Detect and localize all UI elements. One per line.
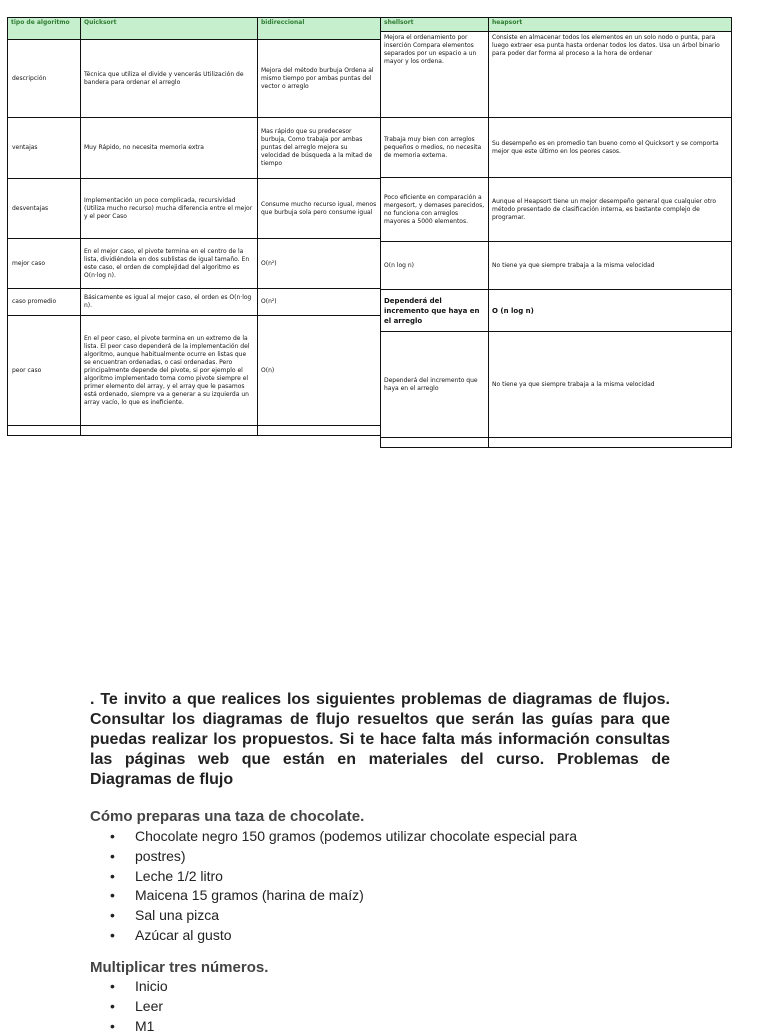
cell-quicksort-mejor-caso: En el mejor caso, el pivote termina en el centro de la lista, dividiéndola en dos sublistas de igual tamaño. En este caso, el orden de complejidad del algoritmo es O(n·log n). (81, 239, 258, 289)
cell-heapsort-desventajas: Aunque el Heapsort tiene un mejor desempeño general que cualquier otro método presentado de clasificación interna, es bastante complejo de programar. (489, 178, 732, 242)
header-tipo-algoritmo: tipo de algoritmo (8, 18, 81, 40)
cell-quicksort-descripcion: Técnica que utiliza el divide y vencerás Utilización de bandera para ordenar el arreglo (81, 40, 258, 118)
list-item: • postres) (110, 847, 577, 867)
header-quicksort: Quicksort (81, 18, 258, 40)
empty-cell (381, 438, 489, 448)
cell-shellsort-ventajas: Trabaja muy bien con arreglos pequeños o medios, no necesita de memoria externa. (381, 118, 489, 178)
list-item: • M1 (110, 1017, 168, 1036)
list-item: • Azúcar al gusto (110, 926, 577, 946)
cell-shellsort-peor-caso: Dependerá del incremento que haya en el arreglo (381, 332, 489, 438)
empty-cell (8, 426, 81, 436)
section-heading-chocolate: Cómo preparas una taza de chocolate. (90, 808, 365, 825)
algorithms-table-left (7, 17, 381, 436)
list-item: • Chocolate negro 150 gramos (podemos utilizar chocolate especial para (110, 827, 577, 847)
cell-heapsort-peor-caso: No tiene ya que siempre trabaja a la misma velocidad (489, 332, 732, 438)
header-shellsort: shellsort (381, 18, 489, 32)
cell-heapsort-ventajas: Su desempeño es en promedio tan bueno como el Quicksort y se comporta mejor que este último en los peores casos. (489, 118, 732, 178)
row-label-caso-promedio: caso promedio (8, 289, 81, 316)
cell-quicksort-caso-promedio: Básicamente es igual al mejor caso, el orden es O(n·log n). (81, 289, 258, 316)
algorithms-table-right (380, 17, 732, 448)
row-label-peor-caso: peor caso (8, 316, 81, 426)
cell-bidireccional-peor-caso: O(n) (258, 316, 381, 426)
row-label-ventajas: ventajas (8, 118, 81, 179)
cell-shellsort-desventajas: Poco eficiente en comparación a mergesort, y demases parecidos, no funciona con arreglos mayores a 5000 elementos. (381, 178, 489, 242)
empty-cell (81, 426, 258, 436)
cell-bidireccional-descripcion: Mejora del método burbuja Ordena al mismo tiempo por ambas puntas del vector o arreglo (258, 40, 381, 118)
list-item: • Leche 1/2 litro (110, 867, 577, 887)
cell-quicksort-peor-caso: En el peor caso, el pivote termina en un extremo de la lista. El peor caso dependerá de la implementación del algoritmo, aunque habitualmente ocurre en listas que se encuentran ordenadas, o casi ordenadas. Pero principalmente depende del pivote, si por ejemplo el algoritmo implementado toma como pivote siempre el primer elemento del array, y el array que le pasamos está ordenado, siempre va a generar a su izquierda un array vacío, lo que es ineficiente. (81, 316, 258, 426)
cell-heapsort-caso-promedio: O (n log n) (489, 290, 732, 332)
header-bidireccional: bidireccional (258, 18, 381, 40)
header-heapsort: heapsort (489, 18, 732, 32)
cell-shellsort-caso-promedio: Dependerá del incremento que haya en el arreglo (381, 290, 489, 332)
cell-shellsort-descripcion: Mejora el ordenamiento por inserción Compara elementos separados por un espacio a un mayor y los ordena. (381, 32, 489, 118)
cell-bidireccional-desventajas: Consume mucho recurso igual, menos que burbuja sola pero consume igual (258, 179, 381, 239)
list-item: • Sal una pizca (110, 906, 577, 926)
cell-bidireccional-caso-promedio: O(n²) (258, 289, 381, 316)
cell-heapsort-descripcion: Consiste en almacenar todos los elementos en un solo nodo o punta, para luego extraer esa punta hasta ordenar todos los datos. Usa un árbol binario para poder dar forma al proceso a la hora de ordenar (489, 32, 732, 118)
list-item: • Leer (110, 997, 168, 1017)
section-heading-multiplicar: Multiplicar tres números. (90, 959, 269, 976)
row-label-desventajas: desventajas (8, 179, 81, 239)
cell-quicksort-desventajas: Implementación un poco complicada, recursividad (Utiliza mucho recurso) mucha diferencia entre el mejor y el peor Caso (81, 179, 258, 239)
cell-quicksort-ventajas: Muy Rápido, no necesita memoria extra (81, 118, 258, 179)
intro-paragraph: . Te invito a que realices los siguientes problemas de diagramas de flujos. Consultar los diagramas de flujo resueltos que serán las guías para que puedas realizar los propuestos. Si te hace falta más información consultas las páginas web que están en materiales del curso. Problemas de Diagramas de flujo (90, 691, 670, 788)
list-item: • Inicio (110, 977, 168, 997)
row-label-descripcion: descripción (8, 40, 81, 118)
cell-heapsort-mejor-caso: No tiene ya que siempre trabaja a la misma velocidad (489, 242, 732, 290)
cell-shellsort-mejor-caso: O(n log n) (381, 242, 489, 290)
empty-cell (258, 426, 381, 436)
empty-cell (489, 438, 732, 448)
cell-bidireccional-ventajas: Mas rápido que su predecesor burbuja, Como trabaja por ambas puntas del arreglo mejora su velocidad de búsqueda a la mitad de tiempo (258, 118, 381, 179)
cell-bidireccional-mejor-caso: O(n²) (258, 239, 381, 289)
list-item: • Maicena 15 gramos (harina de maíz) (110, 886, 577, 906)
multiply-steps-list (110, 977, 168, 1036)
chocolate-ingredients-list (110, 827, 577, 946)
row-label-mejor-caso: mejor caso (8, 239, 81, 289)
